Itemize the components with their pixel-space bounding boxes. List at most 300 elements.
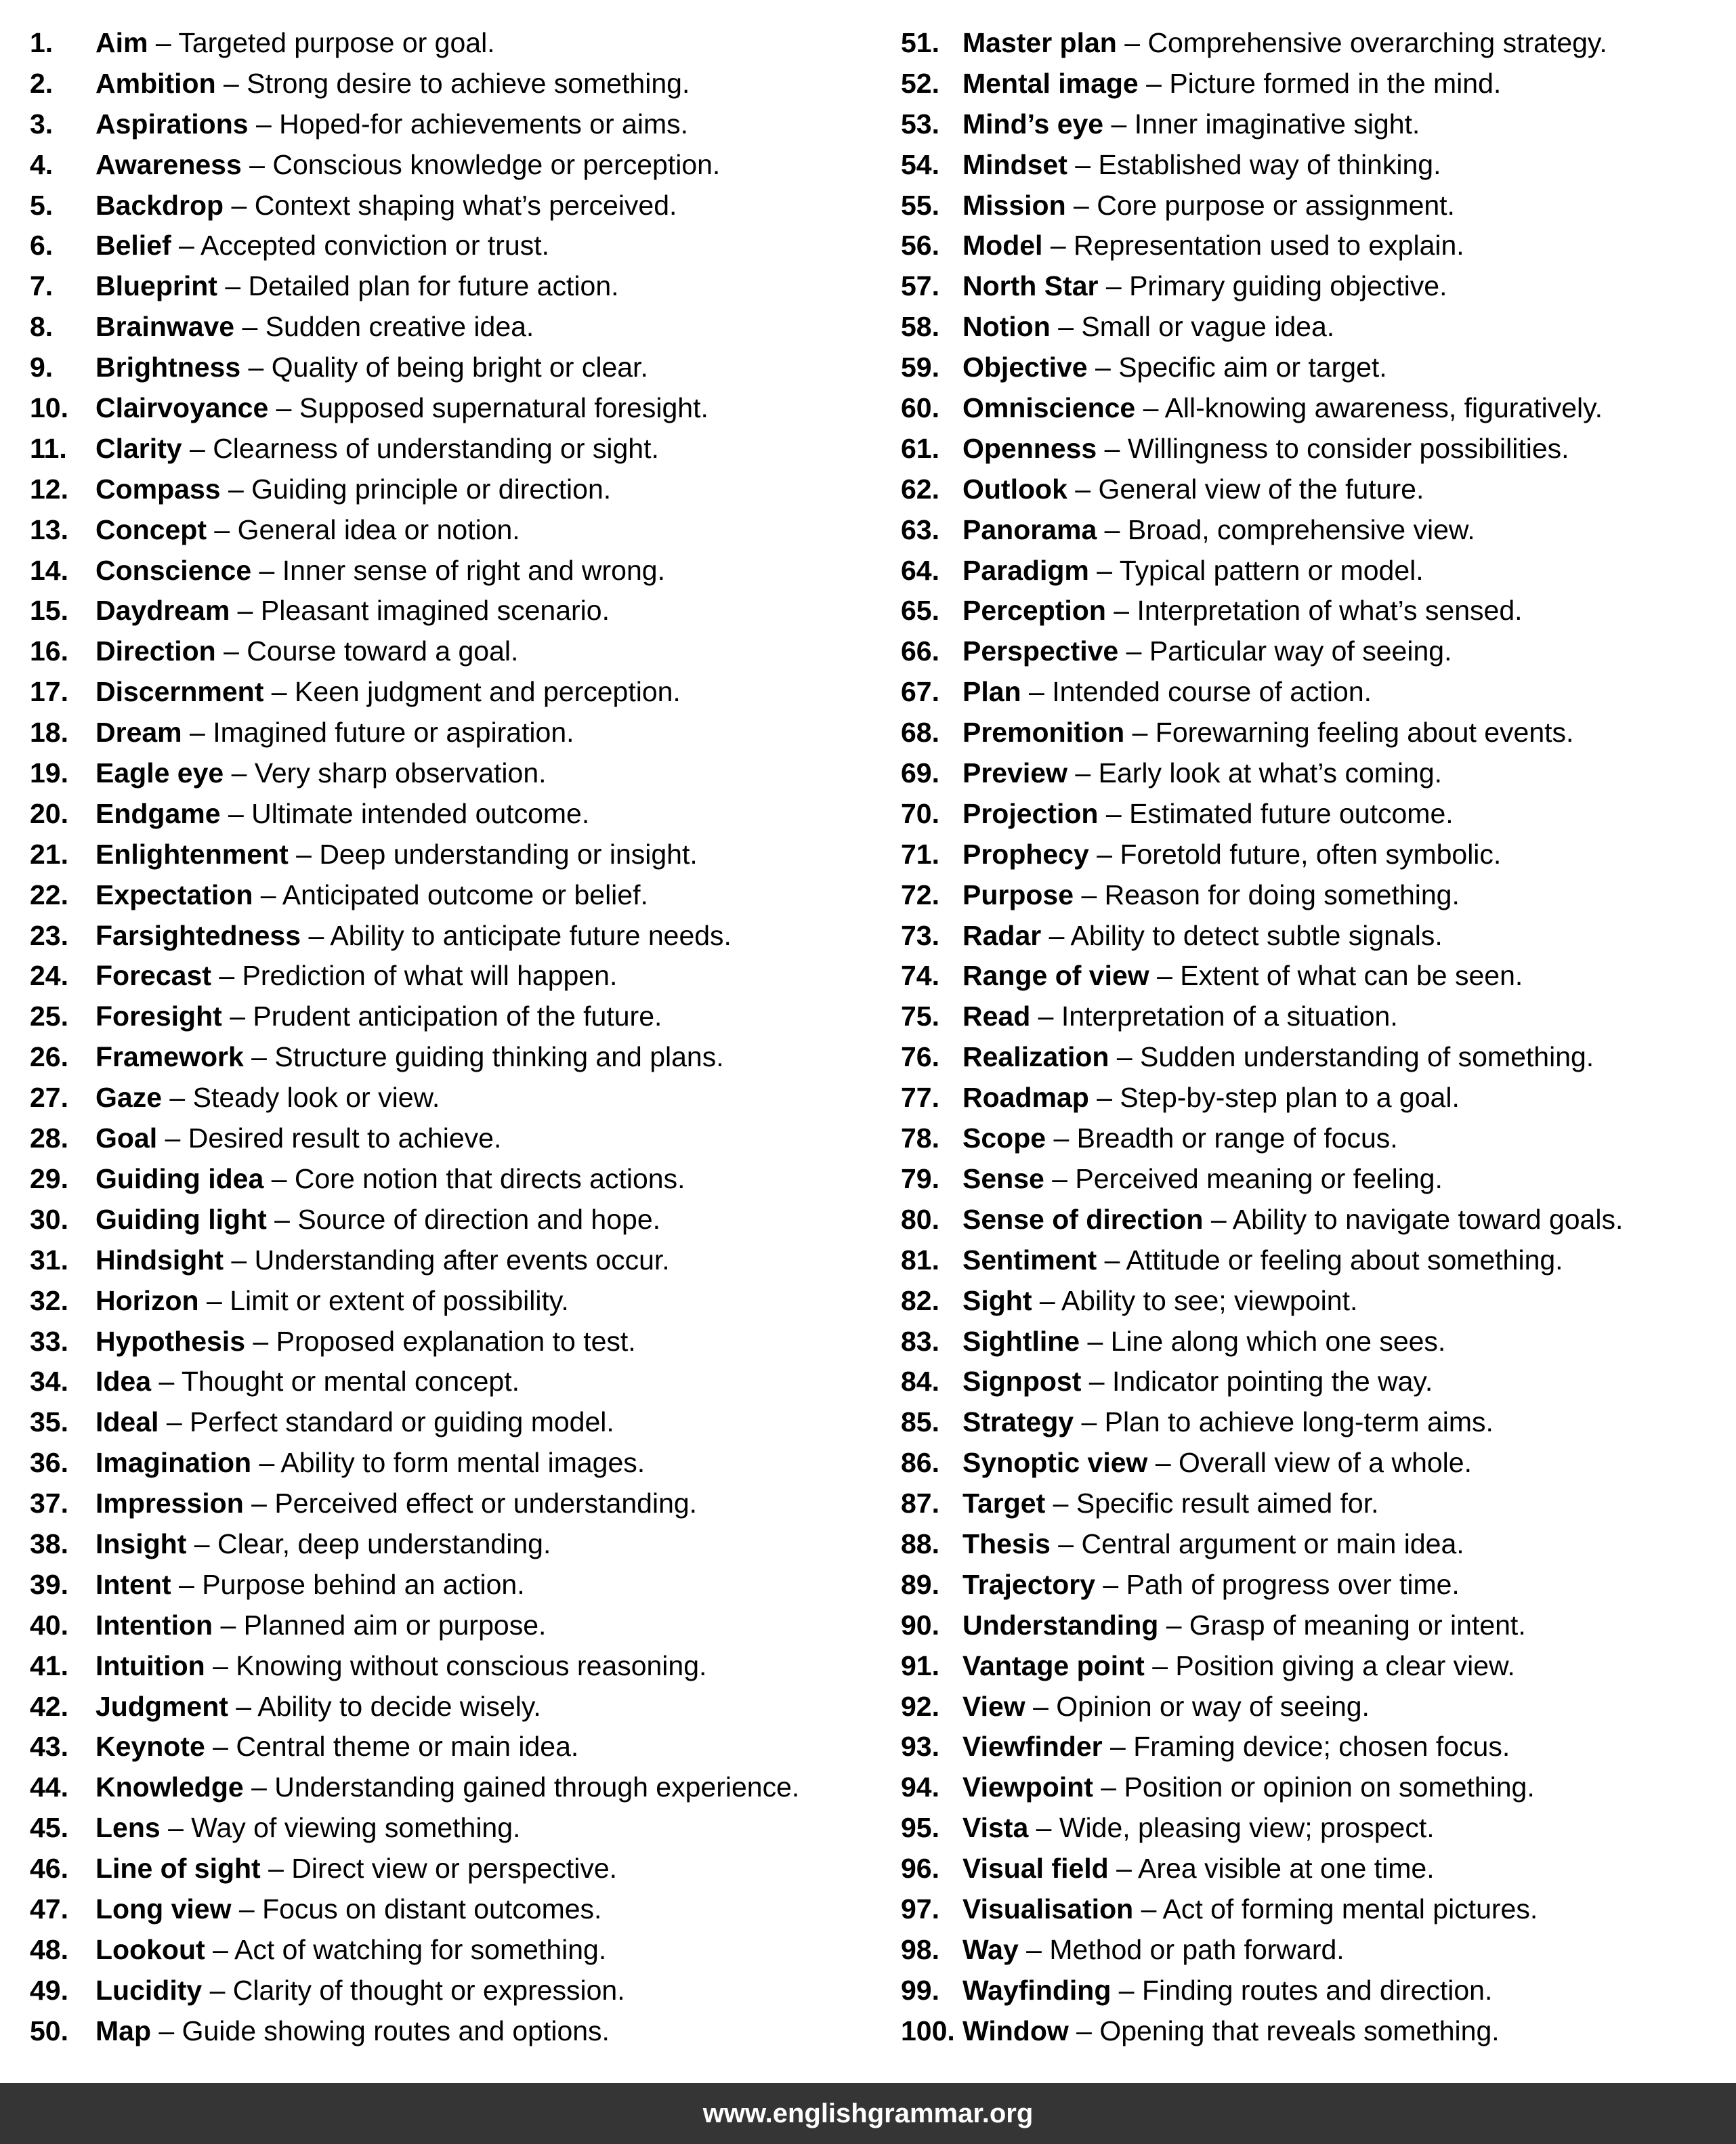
item-body <box>96 1727 578 1767</box>
item-separator: – <box>1067 148 1099 180</box>
item-definition: Method or path forward. <box>1049 1933 1345 1965</box>
item-body <box>96 388 708 429</box>
item-definition: Specific result aimed for. <box>1076 1488 1379 1519</box>
item-definition: Focus on distant outcomes. <box>262 1893 602 1925</box>
list-item <box>30 429 876 469</box>
item-number: 39. <box>30 1568 68 1600</box>
item-body <box>96 835 698 875</box>
item-separator: – <box>1042 230 1074 261</box>
item-body <box>962 1402 1494 1443</box>
list-item <box>901 1646 1734 1687</box>
item-body <box>96 469 611 510</box>
list-item <box>901 1362 1734 1402</box>
item-separator: – <box>1135 392 1165 424</box>
list-item <box>901 145 1734 186</box>
item-body <box>96 266 619 307</box>
item-separator: – <box>186 1528 217 1559</box>
item-number: 10. <box>30 392 68 424</box>
item-separator: – <box>1067 757 1099 789</box>
item-separator: – <box>240 352 272 383</box>
item-number: 30. <box>30 1203 68 1235</box>
item-separator: – <box>1088 1082 1120 1114</box>
item-separator: – <box>157 1122 188 1154</box>
item-definition: Planned aim or purpose. <box>243 1609 547 1641</box>
item-definition: Broad, comprehensive view. <box>1127 513 1475 545</box>
item-definition: Understanding after events occur. <box>254 1244 670 1276</box>
item-term: Vantage point <box>962 1649 1145 1681</box>
item-body <box>962 1078 1460 1118</box>
item-body <box>962 551 1424 591</box>
list-item <box>30 1484 876 1524</box>
item-term: Long view <box>96 1893 232 1925</box>
item-term: Guiding light <box>96 1203 267 1235</box>
item-term: Intention <box>96 1609 213 1641</box>
item-body <box>962 348 1387 388</box>
list-item <box>30 1727 876 1767</box>
item-definition: Core notion that directs actions. <box>294 1162 685 1194</box>
item-separator: – <box>1088 838 1120 870</box>
item-definition: Small or vague idea. <box>1081 311 1335 343</box>
item-definition: Conscious knowledge or perception. <box>272 148 721 180</box>
list-item <box>30 186 876 226</box>
item-body <box>962 145 1441 186</box>
item-body <box>962 1322 1445 1362</box>
item-separator: – <box>1030 1001 1061 1032</box>
item-separator: – <box>182 432 213 464</box>
list-item <box>30 1687 876 1727</box>
item-body <box>96 1605 546 1646</box>
item-body <box>96 429 659 469</box>
item-definition: Prudent anticipation of the future. <box>253 1001 662 1032</box>
item-separator: – <box>1050 1528 1082 1559</box>
list-item <box>30 794 876 835</box>
item-definition: Ability to see; viewpoint. <box>1061 1284 1358 1316</box>
item-body <box>96 1281 569 1322</box>
item-definition: Established way of thinking. <box>1098 148 1441 180</box>
item-number: 9. <box>30 352 54 383</box>
item-number: 83. <box>901 1325 939 1357</box>
item-body <box>96 1362 520 1402</box>
item-number: 61. <box>901 432 939 464</box>
item-definition: Position giving a clear view. <box>1175 1649 1515 1681</box>
list-item <box>901 1808 1734 1849</box>
list-item <box>30 510 876 551</box>
item-body <box>962 1118 1398 1159</box>
item-separator: – <box>1097 1244 1126 1276</box>
item-body <box>962 186 1455 226</box>
item-definition: Overall view of a whole. <box>1179 1447 1472 1479</box>
item-term: Window <box>962 2015 1069 2046</box>
item-separator: – <box>1044 1162 1076 1194</box>
item-number: 35. <box>30 1406 68 1438</box>
list-item <box>30 226 876 266</box>
list-item <box>30 956 876 996</box>
item-term: Sentiment <box>962 1244 1097 1276</box>
item-body <box>96 1767 799 1808</box>
list-item <box>901 794 1734 835</box>
item-number: 56. <box>901 230 939 261</box>
item-separator: – <box>1118 635 1149 667</box>
item-body <box>962 388 1603 429</box>
item-separator: – <box>1028 1812 1059 1844</box>
item-definition: Clarity of thought or expression. <box>232 1974 625 2006</box>
item-number: 46. <box>30 1853 68 1885</box>
item-term: Sense of direction <box>962 1203 1204 1235</box>
item-definition: Step-by-step plan to a goal. <box>1120 1082 1460 1114</box>
item-separator: – <box>1149 960 1181 992</box>
item-definition: Direct view or perspective. <box>291 1853 618 1885</box>
item-definition: Clear, deep understanding. <box>217 1528 551 1559</box>
item-term: Enlightenment <box>96 838 289 870</box>
item-definition: Representation used to explain. <box>1074 230 1464 261</box>
list-item <box>901 956 1734 996</box>
item-separator: – <box>1109 1041 1141 1073</box>
item-number: 5. <box>30 189 54 221</box>
item-definition: Imagined future or aspiration. <box>213 717 574 749</box>
item-definition: Sudden creative idea. <box>265 311 534 343</box>
item-term: Conscience <box>96 554 252 586</box>
item-body <box>962 1281 1357 1322</box>
item-separator: – <box>224 189 255 221</box>
item-body <box>962 1484 1379 1524</box>
list-item <box>901 672 1734 713</box>
item-separator: – <box>207 513 238 545</box>
item-definition: Foretold future, often symbolic. <box>1120 838 1502 870</box>
item-number: 12. <box>30 473 68 505</box>
item-definition: Sudden understanding of something. <box>1140 1041 1594 1073</box>
item-body <box>96 23 495 64</box>
item-number: 82. <box>901 1284 939 1316</box>
item-number: 100. <box>901 2015 955 2046</box>
item-definition: Guide showing routes and options. <box>182 2015 610 2046</box>
list-item <box>30 1037 876 1078</box>
item-body <box>96 510 520 551</box>
item-body <box>962 713 1573 753</box>
item-separator: – <box>301 919 331 951</box>
item-definition: Desired result to achieve. <box>188 1122 502 1154</box>
item-term: Judgment <box>96 1690 228 1722</box>
item-number: 19. <box>30 757 68 789</box>
item-body <box>96 794 589 835</box>
item-separator: – <box>1116 27 1148 58</box>
item-definition: Deep understanding or insight. <box>319 838 698 870</box>
list-item <box>30 1362 876 1402</box>
list-item <box>30 672 876 713</box>
item-definition: Ability to detect subtle signals. <box>1070 919 1443 951</box>
item-body <box>962 835 1501 875</box>
item-term: Aspirations <box>96 108 249 140</box>
item-definition: Early look at what’s coming. <box>1098 757 1443 789</box>
item-number: 27. <box>30 1082 68 1114</box>
item-number: 59. <box>901 352 939 383</box>
item-separator: – <box>220 797 252 829</box>
item-definition: Position or opinion on something. <box>1124 1771 1535 1803</box>
list-item <box>30 1200 876 1240</box>
item-separator: – <box>1081 1366 1112 1397</box>
list-item <box>901 1240 1734 1281</box>
item-body <box>962 875 1460 916</box>
item-separator: – <box>224 757 255 789</box>
list-item <box>30 551 876 591</box>
list-item <box>30 1849 876 1889</box>
item-separator: – <box>1158 1609 1189 1641</box>
list-item <box>901 266 1734 307</box>
item-definition: Estimated future outcome. <box>1129 797 1454 829</box>
item-body <box>962 510 1475 551</box>
item-term: Visual field <box>962 1853 1109 1885</box>
item-separator: – <box>1088 554 1120 586</box>
item-number: 92. <box>901 1690 939 1722</box>
item-number: 50. <box>30 2015 68 2046</box>
item-term: Expectation <box>96 879 253 910</box>
item-definition: Limit or extent of possibility. <box>230 1284 569 1316</box>
item-number: 77. <box>901 1082 939 1114</box>
item-number: 48. <box>30 1933 68 1965</box>
item-term: View <box>962 1690 1025 1722</box>
item-number: 79. <box>901 1162 939 1194</box>
item-term: Perception <box>962 595 1106 627</box>
item-number: 44. <box>30 1771 68 1803</box>
item-body <box>962 1808 1435 1849</box>
item-term: Compass <box>96 473 221 505</box>
item-term: Paradigm <box>962 554 1089 586</box>
item-term: Thesis <box>962 1528 1051 1559</box>
item-term: Line of sight <box>96 1853 261 1885</box>
item-number: 65. <box>901 595 939 627</box>
item-body <box>96 186 677 226</box>
item-definition: Plan to achieve long-term aims. <box>1104 1406 1494 1438</box>
item-separator: – <box>171 230 200 261</box>
item-term: Knowledge <box>96 1771 244 1803</box>
item-term: Sightline <box>962 1325 1080 1357</box>
item-separator: – <box>266 1203 298 1235</box>
item-separator: – <box>241 148 273 180</box>
item-body <box>962 1849 1435 1889</box>
item-term: Panorama <box>962 513 1097 545</box>
item-separator: – <box>1097 432 1128 464</box>
item-body <box>962 1687 1370 1727</box>
item-number: 21. <box>30 838 68 870</box>
item-body <box>96 226 549 266</box>
list-item <box>30 1281 876 1322</box>
item-term: Clairvoyance <box>96 392 269 424</box>
item-term: Farsightedness <box>96 919 301 951</box>
item-definition: General idea or notion. <box>237 513 520 545</box>
item-separator: – <box>253 879 282 910</box>
list-item <box>901 104 1734 145</box>
item-number: 31. <box>30 1244 68 1276</box>
list-item <box>30 1524 876 1565</box>
item-term: Scope <box>962 1122 1046 1154</box>
item-separator: – <box>213 1609 244 1641</box>
item-term: Framework <box>96 1041 244 1073</box>
list-item <box>30 591 876 631</box>
item-definition: Thought or mental concept. <box>181 1366 520 1397</box>
item-term: Prophecy <box>962 838 1089 870</box>
list-item <box>30 916 876 957</box>
item-definition: Prediction of what will happen. <box>242 960 618 992</box>
item-definition: Specific aim or target. <box>1118 352 1387 383</box>
list-item <box>30 1767 876 1808</box>
item-body <box>962 307 1334 348</box>
item-number: 49. <box>30 1974 68 2006</box>
item-term: Strategy <box>962 1406 1074 1438</box>
item-number: 84. <box>901 1366 939 1397</box>
item-number: 1. <box>30 27 54 58</box>
item-definition: Opening that reveals something. <box>1099 2015 1500 2046</box>
list-item <box>901 753 1734 794</box>
item-body <box>962 1037 1594 1078</box>
item-body <box>962 1889 1538 1930</box>
item-body <box>962 1930 1345 1971</box>
item-term: Range of view <box>962 960 1149 992</box>
item-definition: Understanding gained through experience. <box>274 1771 800 1803</box>
item-definition: Interpretation of a situation. <box>1061 1001 1398 1032</box>
item-separator: – <box>1067 473 1099 505</box>
item-term: Omniscience <box>962 392 1136 424</box>
item-term: Gaze <box>96 1082 162 1114</box>
item-body <box>962 1159 1443 1200</box>
item-body <box>962 591 1523 631</box>
item-term: Mindset <box>962 148 1067 180</box>
item-term: Intuition <box>96 1649 205 1681</box>
item-separator: – <box>158 1406 190 1438</box>
item-separator: – <box>160 1812 192 1844</box>
item-number: 70. <box>901 797 939 829</box>
item-number: 89. <box>901 1568 939 1600</box>
item-body <box>962 753 1442 794</box>
item-number: 4. <box>30 148 54 180</box>
item-separator: – <box>1021 676 1053 708</box>
list-item <box>30 104 876 145</box>
item-body <box>96 713 574 753</box>
item-term: Synoptic view <box>962 1447 1148 1479</box>
item-definition: Opinion or way of seeing. <box>1056 1690 1370 1722</box>
item-number: 94. <box>901 1771 939 1803</box>
item-body <box>96 1889 601 1930</box>
footer-banner <box>0 2083 1736 2144</box>
item-separator: – <box>215 635 247 667</box>
item-separator: – <box>231 1893 263 1925</box>
item-separator: – <box>245 1325 276 1357</box>
item-body <box>962 956 1523 996</box>
item-definition: Course toward a goal. <box>247 635 519 667</box>
item-body <box>96 1322 636 1362</box>
item-term: Backdrop <box>96 189 224 221</box>
item-definition: Purpose behind an action. <box>202 1568 525 1600</box>
item-number: 28. <box>30 1122 68 1154</box>
item-term: Wayfinding <box>962 1974 1112 2006</box>
item-number: 99. <box>901 1974 939 2006</box>
item-separator: – <box>1074 1406 1105 1438</box>
item-number: 76. <box>901 1041 939 1073</box>
item-separator: – <box>211 960 242 992</box>
item-term: Idea <box>96 1366 152 1397</box>
list-item <box>901 23 1734 64</box>
list-item <box>30 1889 876 1930</box>
item-separator: – <box>234 311 266 343</box>
item-term: North Star <box>962 270 1099 302</box>
item-definition: Ability to navigate toward goals. <box>1232 1203 1624 1235</box>
item-term: Purpose <box>962 879 1074 910</box>
item-term: Objective <box>962 352 1088 383</box>
list-item <box>901 348 1734 388</box>
item-separator: – <box>1095 1568 1126 1600</box>
item-term: Viewpoint <box>962 1771 1093 1803</box>
list-item <box>30 469 876 510</box>
item-body <box>96 1849 617 1889</box>
item-number: 80. <box>901 1203 939 1235</box>
item-separator: – <box>162 1082 193 1114</box>
item-separator: – <box>263 676 295 708</box>
item-separator: – <box>288 838 320 870</box>
list-item <box>30 266 876 307</box>
item-separator: – <box>243 1771 275 1803</box>
item-term: Guiding idea <box>96 1162 264 1194</box>
item-definition: Interpretation of what’s sensed. <box>1137 595 1523 627</box>
item-separator: – <box>215 67 247 99</box>
list-item <box>30 1646 876 1687</box>
item-separator: – <box>1025 1690 1057 1722</box>
item-term: Premonition <box>962 717 1125 749</box>
item-term: Understanding <box>962 1609 1159 1641</box>
item-number: 51. <box>901 27 939 58</box>
item-body <box>962 794 1454 835</box>
item-definition: Extent of what can be seen. <box>1180 960 1523 992</box>
item-term: Plan <box>962 676 1021 708</box>
item-body <box>962 1605 1526 1646</box>
list-item <box>901 1889 1734 1930</box>
item-separator: – <box>1041 919 1071 951</box>
item-number: 43. <box>30 1731 68 1763</box>
item-body <box>96 64 690 104</box>
item-definition: Proposed explanation to test. <box>276 1325 636 1357</box>
list-item <box>30 23 876 64</box>
item-term: Trajectory <box>962 1568 1095 1600</box>
item-term: Realization <box>962 1041 1109 1073</box>
item-definition: Picture formed in the mind. <box>1169 67 1502 99</box>
item-separator: – <box>1087 352 1119 383</box>
item-body <box>962 1443 1472 1484</box>
list-item <box>901 64 1734 104</box>
list-item <box>901 551 1734 591</box>
item-definition: Ability to form mental images. <box>280 1447 645 1479</box>
item-body <box>96 1565 525 1605</box>
item-separator: – <box>1074 879 1105 910</box>
item-number: 73. <box>901 919 939 951</box>
list-item <box>30 753 876 794</box>
list-item <box>901 1159 1734 1200</box>
item-definition: Framing device; chosen focus. <box>1133 1731 1510 1763</box>
item-body <box>96 631 518 672</box>
item-number: 32. <box>30 1284 68 1316</box>
item-term: Blueprint <box>96 270 217 302</box>
item-number: 90. <box>901 1609 939 1641</box>
item-definition: Central argument or main idea. <box>1081 1528 1464 1559</box>
item-body <box>962 1727 1510 1767</box>
item-term: Master plan <box>962 27 1117 58</box>
item-number: 52. <box>901 67 939 99</box>
item-definition: Path of progress over time. <box>1126 1568 1460 1600</box>
item-separator: – <box>1103 108 1135 140</box>
item-separator: – <box>1050 311 1082 343</box>
item-number: 78. <box>901 1122 939 1154</box>
item-number: 58. <box>901 311 939 343</box>
list-item <box>901 713 1734 753</box>
list-item <box>901 1200 1734 1240</box>
item-definition: Accepted conviction or trust. <box>200 230 550 261</box>
item-definition: Willingness to consider possibilities. <box>1127 432 1569 464</box>
